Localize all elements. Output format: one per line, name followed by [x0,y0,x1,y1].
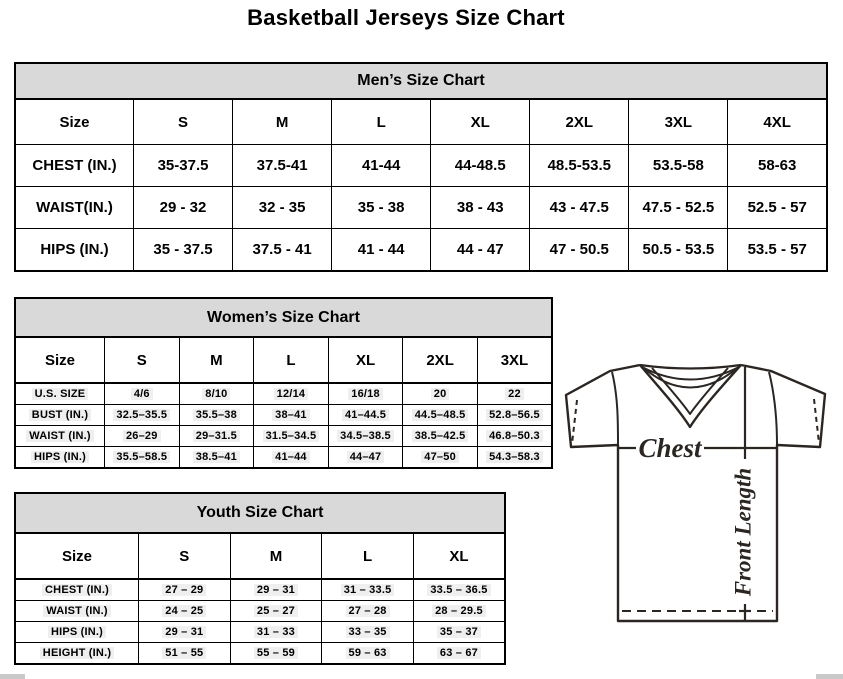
size-value-text: 43 - 47.5 [549,199,609,216]
vneck-outer-line [640,365,741,427]
size-value-cell [230,643,322,665]
size-value-cell [728,145,827,187]
size-value-text: 38.5–41 [193,451,240,463]
column-header-s: S [134,99,233,145]
row-label [15,229,134,272]
size-value-text: 47–50 [421,451,459,463]
size-value-cell [728,229,827,272]
row-label-text: CHEST (IN.) [32,157,117,174]
row-label-text: BUST (IN.) [29,409,91,421]
size-value-cell [413,622,505,643]
size-value-cell [477,383,552,405]
row-label [15,447,105,469]
size-value-cell [233,187,332,229]
table-row [15,426,552,447]
size-value-text: 59 – 63 [346,647,390,659]
size-value-text: 41-44 [361,157,401,174]
size-value-cell [413,601,505,622]
row-label-text: HIPS (IN.) [31,451,89,463]
size-value-text: 31 – 33 [254,626,298,638]
size-value-text: 32 - 35 [258,199,306,216]
column-header-s: S [139,533,231,579]
size-value-text: 35 - 38 [357,199,405,216]
size-value-cell [139,601,231,622]
size-value-cell [105,447,180,469]
size-value-cell [477,426,552,447]
womens-size-table [14,336,553,469]
size-value-text: 4/6 [131,388,153,400]
size-value-text: 26–29 [123,430,161,442]
size-value-text: 38 - 43 [456,199,504,216]
size-value-cell [254,426,329,447]
size-row-header: Size [15,533,139,579]
right-armhole-seam [769,372,777,445]
size-value-cell [105,383,180,405]
size-value-cell [139,643,231,665]
youth-chart-title: Youth Size Chart [14,492,506,532]
size-value-text: 24 – 25 [162,605,206,617]
size-value-text: 41–44 [272,451,310,463]
table-row [15,601,505,622]
size-value-cell [477,405,552,426]
size-value-text: 37.5-41 [256,157,308,174]
size-value-text: 58-63 [758,157,797,174]
row-label [15,643,139,665]
size-value-text: 27 – 28 [346,605,390,617]
size-value-cell [105,405,180,426]
size-value-cell [139,622,231,643]
size-value-cell [230,601,322,622]
size-value-text: 52.5 - 57 [747,199,807,216]
front-length-label: Front Length [730,467,756,597]
size-value-text: 54.3–58.3 [486,451,543,463]
size-value-cell [403,383,478,405]
row-label [15,187,134,229]
size-value-cell [328,405,403,426]
column-header-4xl: 4XL [728,99,827,145]
size-value-cell [322,601,414,622]
size-value-text: 35 - 37.5 [153,241,213,258]
table-row [15,229,827,272]
size-value-cell [332,229,431,272]
table-row [15,405,552,426]
size-value-text: 41 - 44 [357,241,405,258]
size-value-text: 35.5–58.5 [113,451,170,463]
size-header-row [15,533,505,579]
column-header-s: S [105,337,180,383]
right-sleeve-cuff-dashes [814,399,819,443]
youth-size-table [14,532,506,665]
table-row [15,643,505,665]
column-header-2xl: 2XL [403,337,478,383]
size-value-cell [230,579,322,601]
size-value-cell [403,426,478,447]
size-value-text: 52.8–56.5 [486,409,543,421]
size-value-text: 29 – 31 [254,584,298,596]
womens-size-chart-section [14,297,553,469]
jersey-measurement-diagram [556,356,836,672]
column-header-2xl: 2XL [530,99,629,145]
size-value-text: 38–41 [272,409,310,421]
mens-size-table [14,98,828,272]
row-label-text: U.S. SIZE [32,388,89,400]
table-row [15,187,827,229]
row-label-text: HEIGHT (IN.) [40,647,114,659]
size-value-text: 29 – 31 [162,626,206,638]
jersey-diagram-svg [556,356,836,672]
table-row [15,383,552,405]
column-header-xl: XL [431,99,530,145]
size-value-cell [431,229,530,272]
size-value-text: 33.5 – 36.5 [427,584,490,596]
table-row [15,622,505,643]
table-row [15,145,827,187]
size-value-cell [403,405,478,426]
size-value-cell [328,426,403,447]
jersey-outline-shape [566,365,825,621]
size-value-text: 47.5 - 52.5 [642,199,715,216]
table-row [15,579,505,601]
size-value-cell [134,187,233,229]
row-label-text: HIPS (IN.) [40,241,109,258]
size-value-cell [332,187,431,229]
size-value-cell [629,187,728,229]
left-sleeve-cuff-dashes [572,400,577,444]
size-value-cell [254,405,329,426]
size-value-cell [530,229,629,272]
size-value-cell [629,229,728,272]
size-value-text: 35.5–38 [193,409,240,421]
womens-chart-title: Women’s Size Chart [14,297,553,336]
size-value-cell [322,579,414,601]
size-value-cell [179,383,254,405]
size-value-text: 53.5-58 [652,157,704,174]
size-value-text: 44-48.5 [454,157,506,174]
size-value-cell [134,229,233,272]
size-value-text: 31.5–34.5 [263,430,320,442]
size-value-cell [322,622,414,643]
size-value-text: 53.5 - 57 [747,241,807,258]
size-value-cell [230,622,322,643]
row-label-text: WAIST (IN.) [43,605,110,617]
row-label [15,383,105,405]
size-value-text: 48.5-53.5 [547,157,611,174]
size-value-text: 32.5–35.5 [113,409,170,421]
column-header-l: L [322,533,414,579]
size-value-cell [431,187,530,229]
size-value-text: 50.5 - 53.5 [642,241,715,258]
column-header-3xl: 3XL [629,99,728,145]
column-header-l: L [332,99,431,145]
column-header-xl: XL [413,533,505,579]
youth-size-chart-section [14,492,506,665]
size-header-row [15,99,827,145]
size-value-text: 63 – 67 [437,647,481,659]
size-value-text: 22 [505,388,524,400]
horizontal-scrollbar-left-fragment[interactable] [0,674,25,679]
mens-size-chart-section [14,62,828,272]
column-header-m: M [233,99,332,145]
size-value-cell [413,579,505,601]
size-value-cell [105,426,180,447]
size-value-text: 41–44.5 [342,409,389,421]
horizontal-scrollbar-right-fragment[interactable] [816,674,843,679]
size-value-text: 38.5–42.5 [412,430,469,442]
size-value-cell [728,187,827,229]
page-title: Basketball Jerseys Size Chart [247,5,565,30]
size-value-cell [413,643,505,665]
row-label-text: WAIST (IN.) [26,430,93,442]
size-value-text: 46.8–50.3 [486,430,543,442]
size-value-text: 28 – 29.5 [432,605,486,617]
row-label [15,426,105,447]
size-value-text: 33 – 35 [346,626,390,638]
size-value-cell [328,447,403,469]
size-value-text: 44.5–48.5 [412,409,469,421]
size-value-text: 27 – 29 [162,584,206,596]
size-header-row [15,337,552,383]
row-label-text: CHEST (IN.) [42,584,112,596]
left-armhole-seam [612,372,618,445]
column-header-xl: XL [328,337,403,383]
column-header-m: M [230,533,322,579]
row-label [15,145,134,187]
collar-top-edge [640,365,741,369]
size-value-cell [134,145,233,187]
column-header-3xl: 3XL [477,337,552,383]
size-value-text: 20 [431,388,450,400]
size-value-cell [233,229,332,272]
row-label [15,579,139,601]
size-value-cell [254,447,329,469]
size-value-text: 44 - 47 [456,241,504,258]
size-value-text: 55 – 59 [254,647,298,659]
size-value-cell [322,643,414,665]
row-label-text: HIPS (IN.) [48,626,106,638]
size-value-cell [629,145,728,187]
size-value-text: 35 – 37 [437,626,481,638]
size-value-cell [530,145,629,187]
size-value-cell [179,447,254,469]
size-value-cell [332,145,431,187]
size-value-cell [530,187,629,229]
size-value-text: 29–31.5 [193,430,240,442]
row-label [15,405,105,426]
size-value-cell [139,579,231,601]
size-value-cell [403,447,478,469]
chest-label: Chest [638,433,702,463]
size-value-cell [477,447,552,469]
size-row-header: Size [15,99,134,145]
row-label-text: WAIST(IN.) [36,199,113,216]
row-label [15,622,139,643]
size-value-cell [179,405,254,426]
size-value-text: 25 – 27 [254,605,298,617]
column-header-l: L [254,337,329,383]
size-value-text: 29 - 32 [159,199,207,216]
size-row-header: Size [15,337,105,383]
size-value-cell [328,383,403,405]
size-value-text: 34.5–38.5 [337,430,394,442]
size-value-text: 12/14 [274,388,309,400]
size-value-text: 44–47 [347,451,385,463]
row-label [15,601,139,622]
size-value-cell [254,383,329,405]
size-value-cell [431,145,530,187]
size-value-cell [179,426,254,447]
size-value-text: 31 – 33.5 [341,584,395,596]
size-value-text: 37.5 - 41 [252,241,312,258]
size-value-text: 47 - 50.5 [549,241,609,258]
size-value-text: 35-37.5 [157,157,209,174]
size-value-text: 8/10 [202,388,230,400]
size-value-text: 51 – 55 [162,647,206,659]
size-value-cell [233,145,332,187]
table-row [15,447,552,469]
mens-chart-title: Men’s Size Chart [14,62,828,98]
column-header-m: M [179,337,254,383]
size-value-text: 16/18 [348,388,383,400]
